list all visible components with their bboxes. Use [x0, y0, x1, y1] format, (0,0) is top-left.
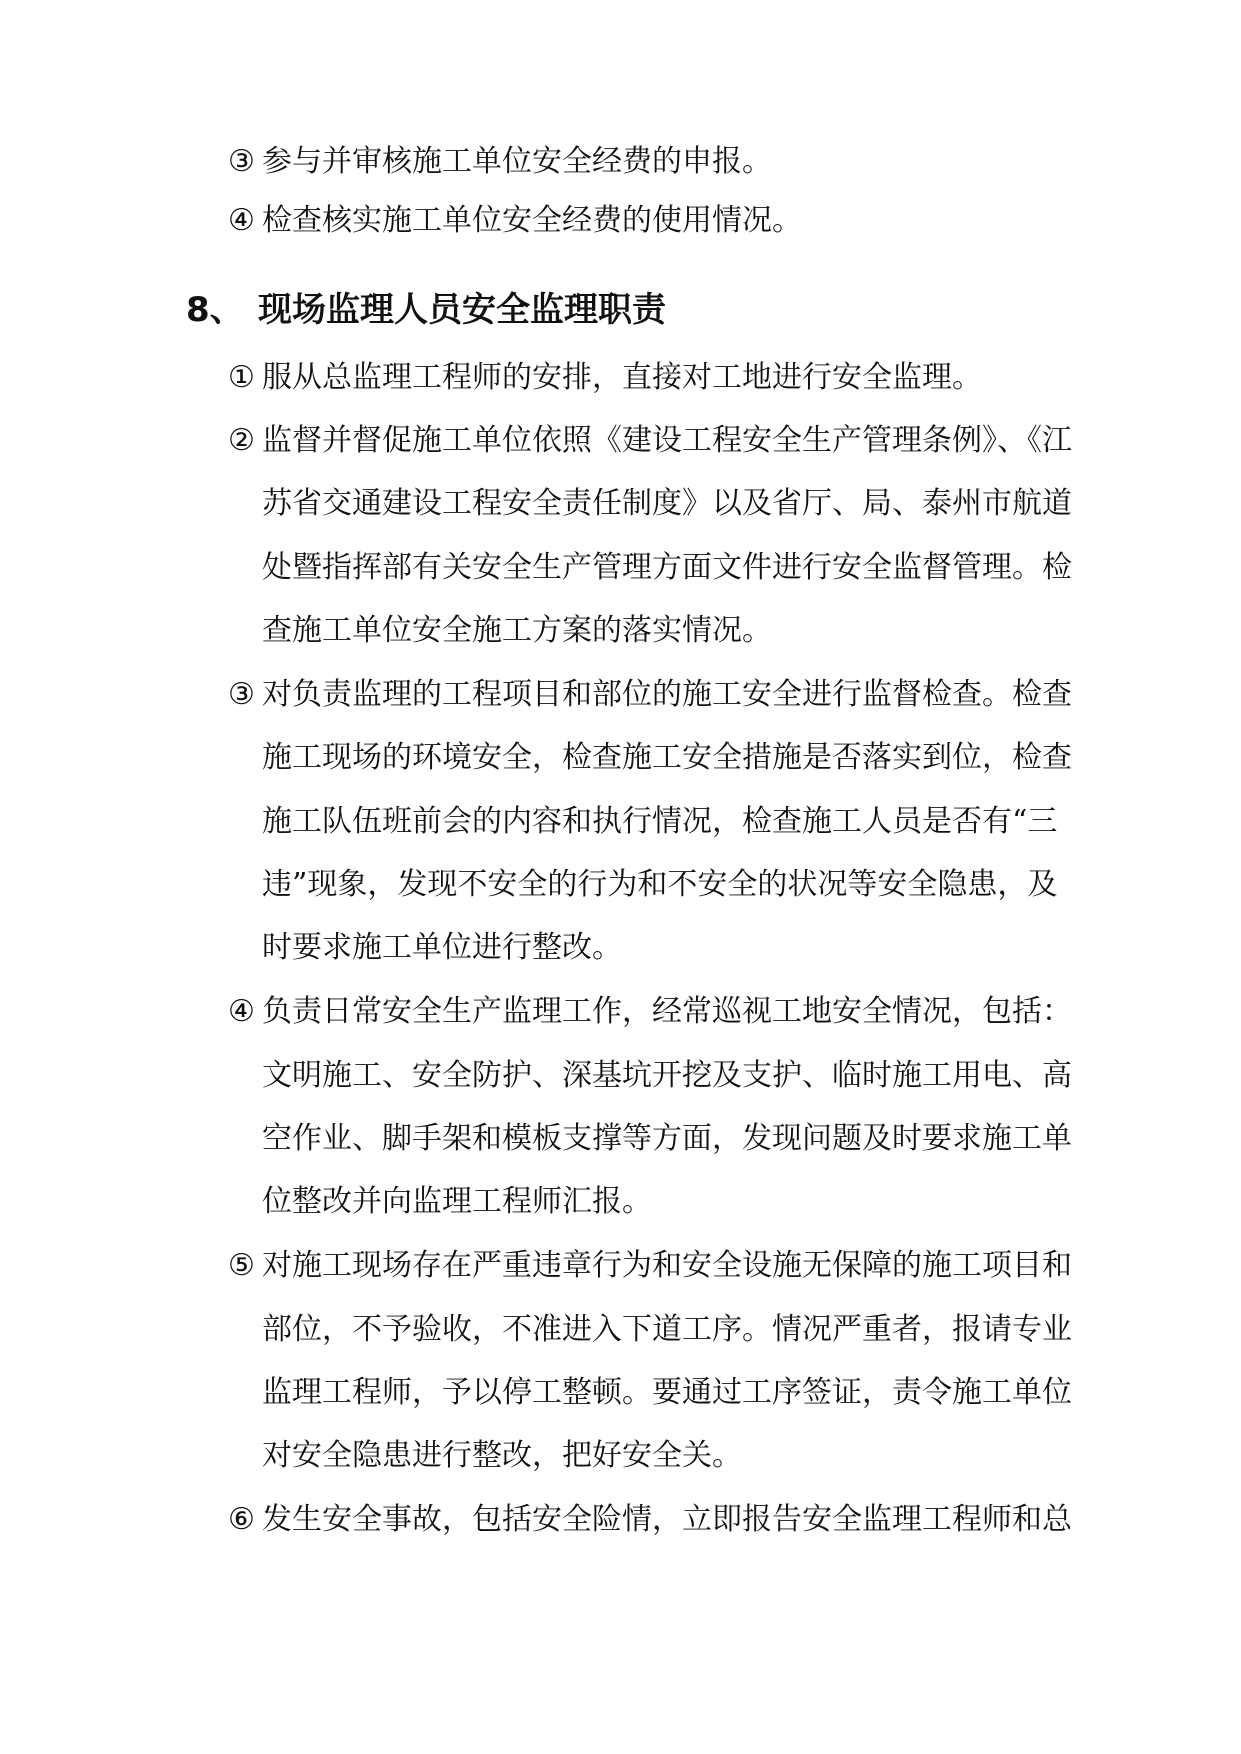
section-heading: [186, 288, 666, 332]
item-text: 服从总监理工程师的安排，直接对工地进行安全监理。: [262, 360, 982, 395]
item-text: 负责日常安全生产监理工作，经常巡视工地安全情况，包括：: [262, 994, 1072, 1029]
item-number: ③: [228, 677, 255, 712]
item-number: ①: [228, 360, 255, 395]
item-text: 对负责监理的工程项目和部位的施工安全进行监督检查。检查: [262, 677, 1072, 712]
item-text: 检查核实施工单位安全经费的使用情况。: [262, 203, 802, 238]
item-text: 对施工现场存在严重违章行为和安全设施无保障的施工项目和: [262, 1248, 1072, 1283]
list-item-4-cont: 位整改并向监理工程师汇报。: [262, 1184, 652, 1219]
list-item-3-cont: 施工现场的环境安全，检查施工安全措施是否落实到位，检查: [262, 740, 1072, 775]
list-item-2-cont: 查施工单位安全施工方案的落实情况。: [262, 613, 772, 648]
list-item-2-cont: 苏省交通建设工程安全责任制度》以及省厅、局、泰州市航道: [262, 486, 1072, 521]
list-item-5-cont: 对安全隐患进行整改，把好安全关。: [262, 1438, 742, 1473]
list-item-4: [228, 992, 1072, 1032]
list-item-6: [228, 1500, 1072, 1540]
item-number: ④: [228, 203, 255, 238]
list-item-4-pre: [228, 201, 802, 241]
item-text: 发生安全事故，包括安全险情，立即报告安全监理工程师和总: [262, 1502, 1072, 1537]
list-item-3-cont: 时要求施工单位进行整改。: [262, 930, 622, 965]
list-item-4-cont: 空作业、脚手架和模板支撑等方面，发现问题及时要求施工单: [262, 1121, 1072, 1156]
list-item-1: [228, 358, 982, 398]
list-item-3: [228, 675, 1072, 715]
item-number: ④: [228, 994, 255, 1029]
list-item-3-cont: 施工队伍班前会的内容和执行情况，检查施工人员是否有“三: [262, 804, 1058, 839]
list-item-5-cont: 部位，不予验收，不准进入下道工序。情况严重者，报请专业: [262, 1312, 1072, 1347]
section-title: 现场监理人员安全监理职责: [258, 290, 666, 330]
list-item-5-cont: 监理工程师，予以停工整顿。要通过工序签证，责令施工单位: [262, 1375, 1072, 1410]
list-item-3-pre: [228, 142, 772, 182]
list-item-3-cont: 违”现象，发现不安全的行为和不安全的状况等安全隐患，及: [262, 867, 1058, 902]
item-text: 监督并督促施工单位依照《建设工程安全生产管理条例》、《江: [262, 423, 1072, 458]
item-number: ⑤: [228, 1248, 255, 1283]
item-number: ③: [228, 144, 255, 179]
item-text: 参与并审核施工单位安全经费的申报。: [262, 144, 772, 179]
section-number: 8、: [186, 290, 244, 330]
item-number: ⑥: [228, 1502, 255, 1537]
list-item-2-cont: 处暨指挥部有关安全生产管理方面文件进行安全监督管理。检: [262, 550, 1072, 585]
list-item-2: [228, 421, 1072, 461]
item-number: ②: [228, 423, 255, 458]
list-item-5: [228, 1246, 1072, 1286]
list-item-4-cont: 文明施工、安全防护、深基坑开挖及支护、临时施工用电、高: [262, 1058, 1072, 1093]
